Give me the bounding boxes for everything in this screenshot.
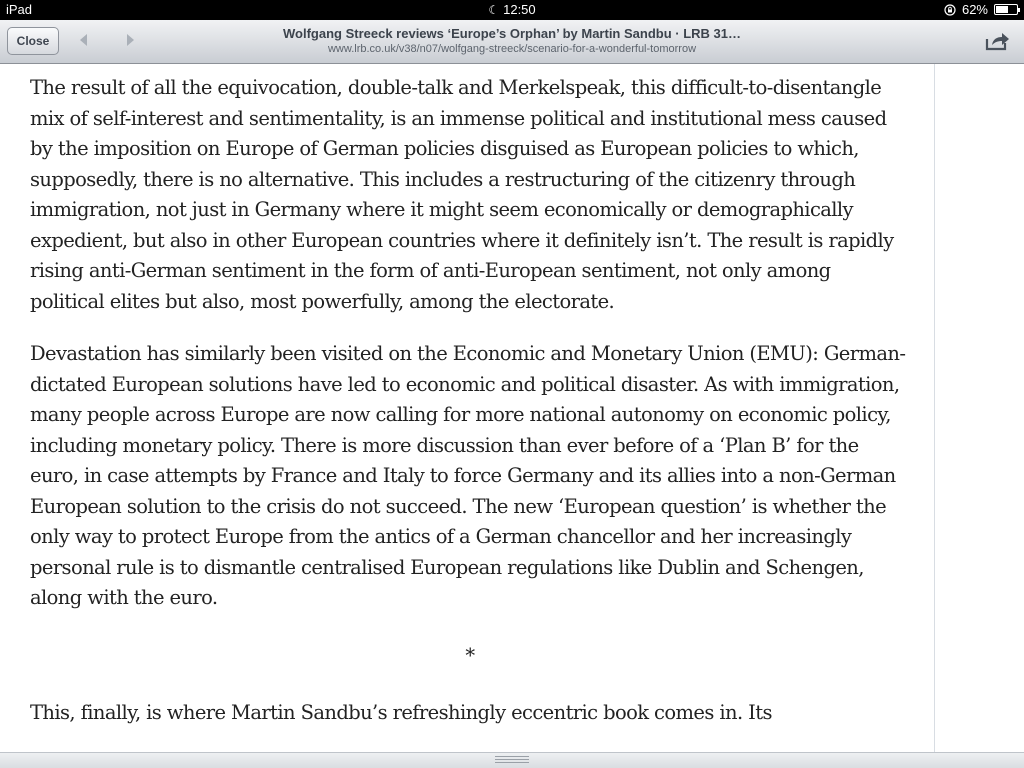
device-label: iPad <box>6 2 33 17</box>
share-icon[interactable] <box>984 30 1010 52</box>
article-content[interactable] <box>0 64 934 752</box>
title-block <box>160 26 864 55</box>
page-url[interactable]: www.lrb.co.uk/v38/n07/wolfgang-streeck/scenario-for-a-wonderful-tomorrow <box>327 43 697 55</box>
status-bar <box>0 0 1024 20</box>
bottom-bar <box>0 752 1024 768</box>
page-title: Wolfgang Streeck reviews ‘Europe’s Orphan’ by Martin Sandbu · LRB 31… <box>283 26 741 41</box>
browser-toolbar <box>0 20 1024 64</box>
article-paragraph: This, finally, is where Martin Sandbu’s refreshingly eccentric book comes in. Its <box>30 700 772 724</box>
article-paragraph: Devastation has similarly been visited on the Economic and Monetary Union (EMU): German-dictated European solutions have led to economic and political disaster. As with immigration, many people across Europe are now calling for more national autonomy on economic policy, including monetary policy. There is more discussion than ever before of a ‘Plan B’ for the euro, in case attempts by France and Italy to force Germany and its allies into a non-German European solution to the crisis do not succeed. The new ‘European question’ is whether the only way to protect Europe from the antics of a German chancellor and her increasingly personal rule is to dismantle centralised European regulations like Dublin and Schengen, along with the euro. <box>30 342 906 609</box>
back-arrow-icon[interactable] <box>74 30 94 50</box>
article-paragraph: The result of all the equivocation, double-talk and Merkelspeak, this difficult-to-disentangle mix of self-interest and sentimentality, is an immense political and institutional mess caused by the imposition on Europe of German policies disguised as European policies to which, supposedly, there is no alternative. This includes a restructuring of the citizenry through immigration, not just in Germany where it might seem economically or demographically expedient, but also in other European countries where it definitely isn’t. The result is rapidly rising anti-German sentiment in the form of anti-European sentiment, not only among political elites but also, most powerfully, among the electorate. <box>30 76 894 313</box>
article-body <box>30 73 910 750</box>
moon-icon: ☾ <box>488 3 500 17</box>
rotation-lock-icon <box>944 4 956 16</box>
grip-handle-icon[interactable] <box>495 756 529 764</box>
status-clock <box>0 2 1024 17</box>
battery-percent: 62% <box>961 2 988 17</box>
section-separator: * <box>465 643 475 667</box>
status-right <box>944 2 1018 17</box>
content-right-border <box>934 64 935 752</box>
forward-arrow-icon[interactable] <box>120 30 140 50</box>
status-time: 12:50 <box>503 2 536 17</box>
close-button[interactable]: Close <box>7 27 59 55</box>
battery-level <box>996 6 1008 13</box>
battery-icon <box>994 4 1018 15</box>
